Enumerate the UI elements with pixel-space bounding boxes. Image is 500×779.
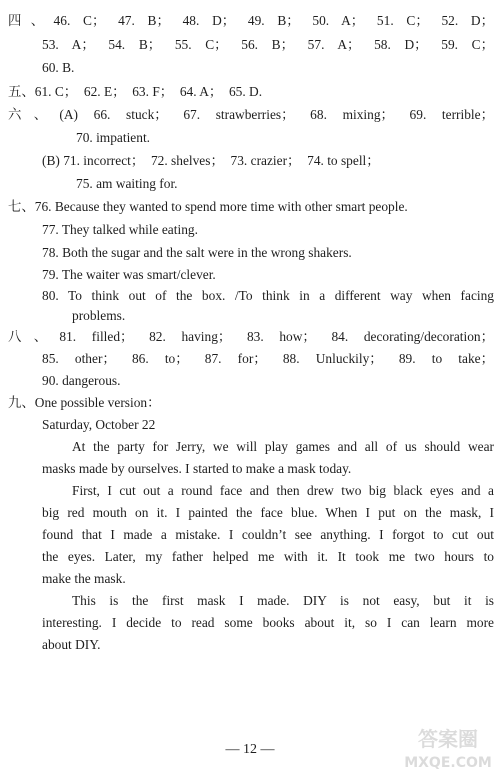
watermark-bottom-text: MXQE.COM xyxy=(404,755,492,771)
answer-row-46-52: 四、46. C； 47. B； 48. D； 49. B； 50. A； 51. C； 52. D； xyxy=(8,13,494,28)
essay-p2-line3: found that I made a mistake. I couldn’t see anything. I forgot to cut out xyxy=(42,527,494,542)
essay-p2-line2: big red mouth on it. I painted the face blue. When I put on the mask, I xyxy=(42,505,494,520)
answer-80-line2: problems. xyxy=(72,308,126,323)
answer-row-85-89: 85. other； 86. to； 87. for； 88. Unluckily； 89. to take； xyxy=(42,351,494,366)
answer-row-66-69: 六、(A) 66. stuck； 67. strawberries； 68. mixing； 69. terrible； xyxy=(8,107,494,122)
essay-p2-line5: make the mask. xyxy=(42,571,126,586)
answer-row-71-74: (B) 71. incorrect； 72. shelves； 73. crazier； 74. to spell； xyxy=(42,153,380,168)
answer-row-60: 60. B. xyxy=(42,60,75,75)
essay-p2-line4: the eyes. Later, my father helped me with it. It took me two hours to xyxy=(42,549,494,564)
answer-row-75: 75. am waiting for. xyxy=(76,176,178,191)
essay-heading: 九、One possible version： xyxy=(8,395,161,410)
essay-p3-line3: about DIY. xyxy=(42,637,101,652)
answer-row-70: 70. impatient. xyxy=(76,130,151,145)
answer-row-81-84: 八、81. filled； 82. having； 83. how； 84. decorating/decoration； xyxy=(8,329,494,344)
answer-79: 79. The waiter was smart/clever. xyxy=(42,267,216,282)
answer-row-53-59: 53. A； 54. B； 55. C； 56. B； 57. A； 58. D； 59. C； xyxy=(42,37,494,52)
answer-80-line1: 80. To think out of the box. /To think in a different way when facing xyxy=(42,288,494,303)
answer-77: 77. They talked while eating. xyxy=(42,222,198,237)
essay-p3-line2: interesting. I decide to read some books about it, so I can learn more xyxy=(42,615,494,630)
essay-p3-line1: This is the first mask I made. DIY is not easy, but it is xyxy=(72,593,494,608)
watermark-logo xyxy=(402,722,494,774)
answer-row-90: 90. dangerous. xyxy=(42,373,121,388)
essay-p1-line1: At the party for Jerry, we will play games and all of us should wear xyxy=(72,439,494,454)
essay-p2-line1: First, I cut out a round face and then drew two big black eyes and a xyxy=(72,483,494,498)
essay-p1-line2: masks made by ourselves. I started to make a mask today. xyxy=(42,461,352,476)
watermark-top-text: 答案圈 xyxy=(418,727,478,751)
page-number: — 12 — xyxy=(225,742,275,757)
answer-row-61-65: 五、61. C； 62. E； 63. F； 64. A； 65. D. xyxy=(8,84,263,99)
answer-76: 七、76. Because they wanted to spend more time with other smart people. xyxy=(8,199,408,214)
answer-78: 78. Both the sugar and the salt were in the wrong shakers. xyxy=(42,245,352,260)
essay-date: Saturday, October 22 xyxy=(42,417,156,432)
